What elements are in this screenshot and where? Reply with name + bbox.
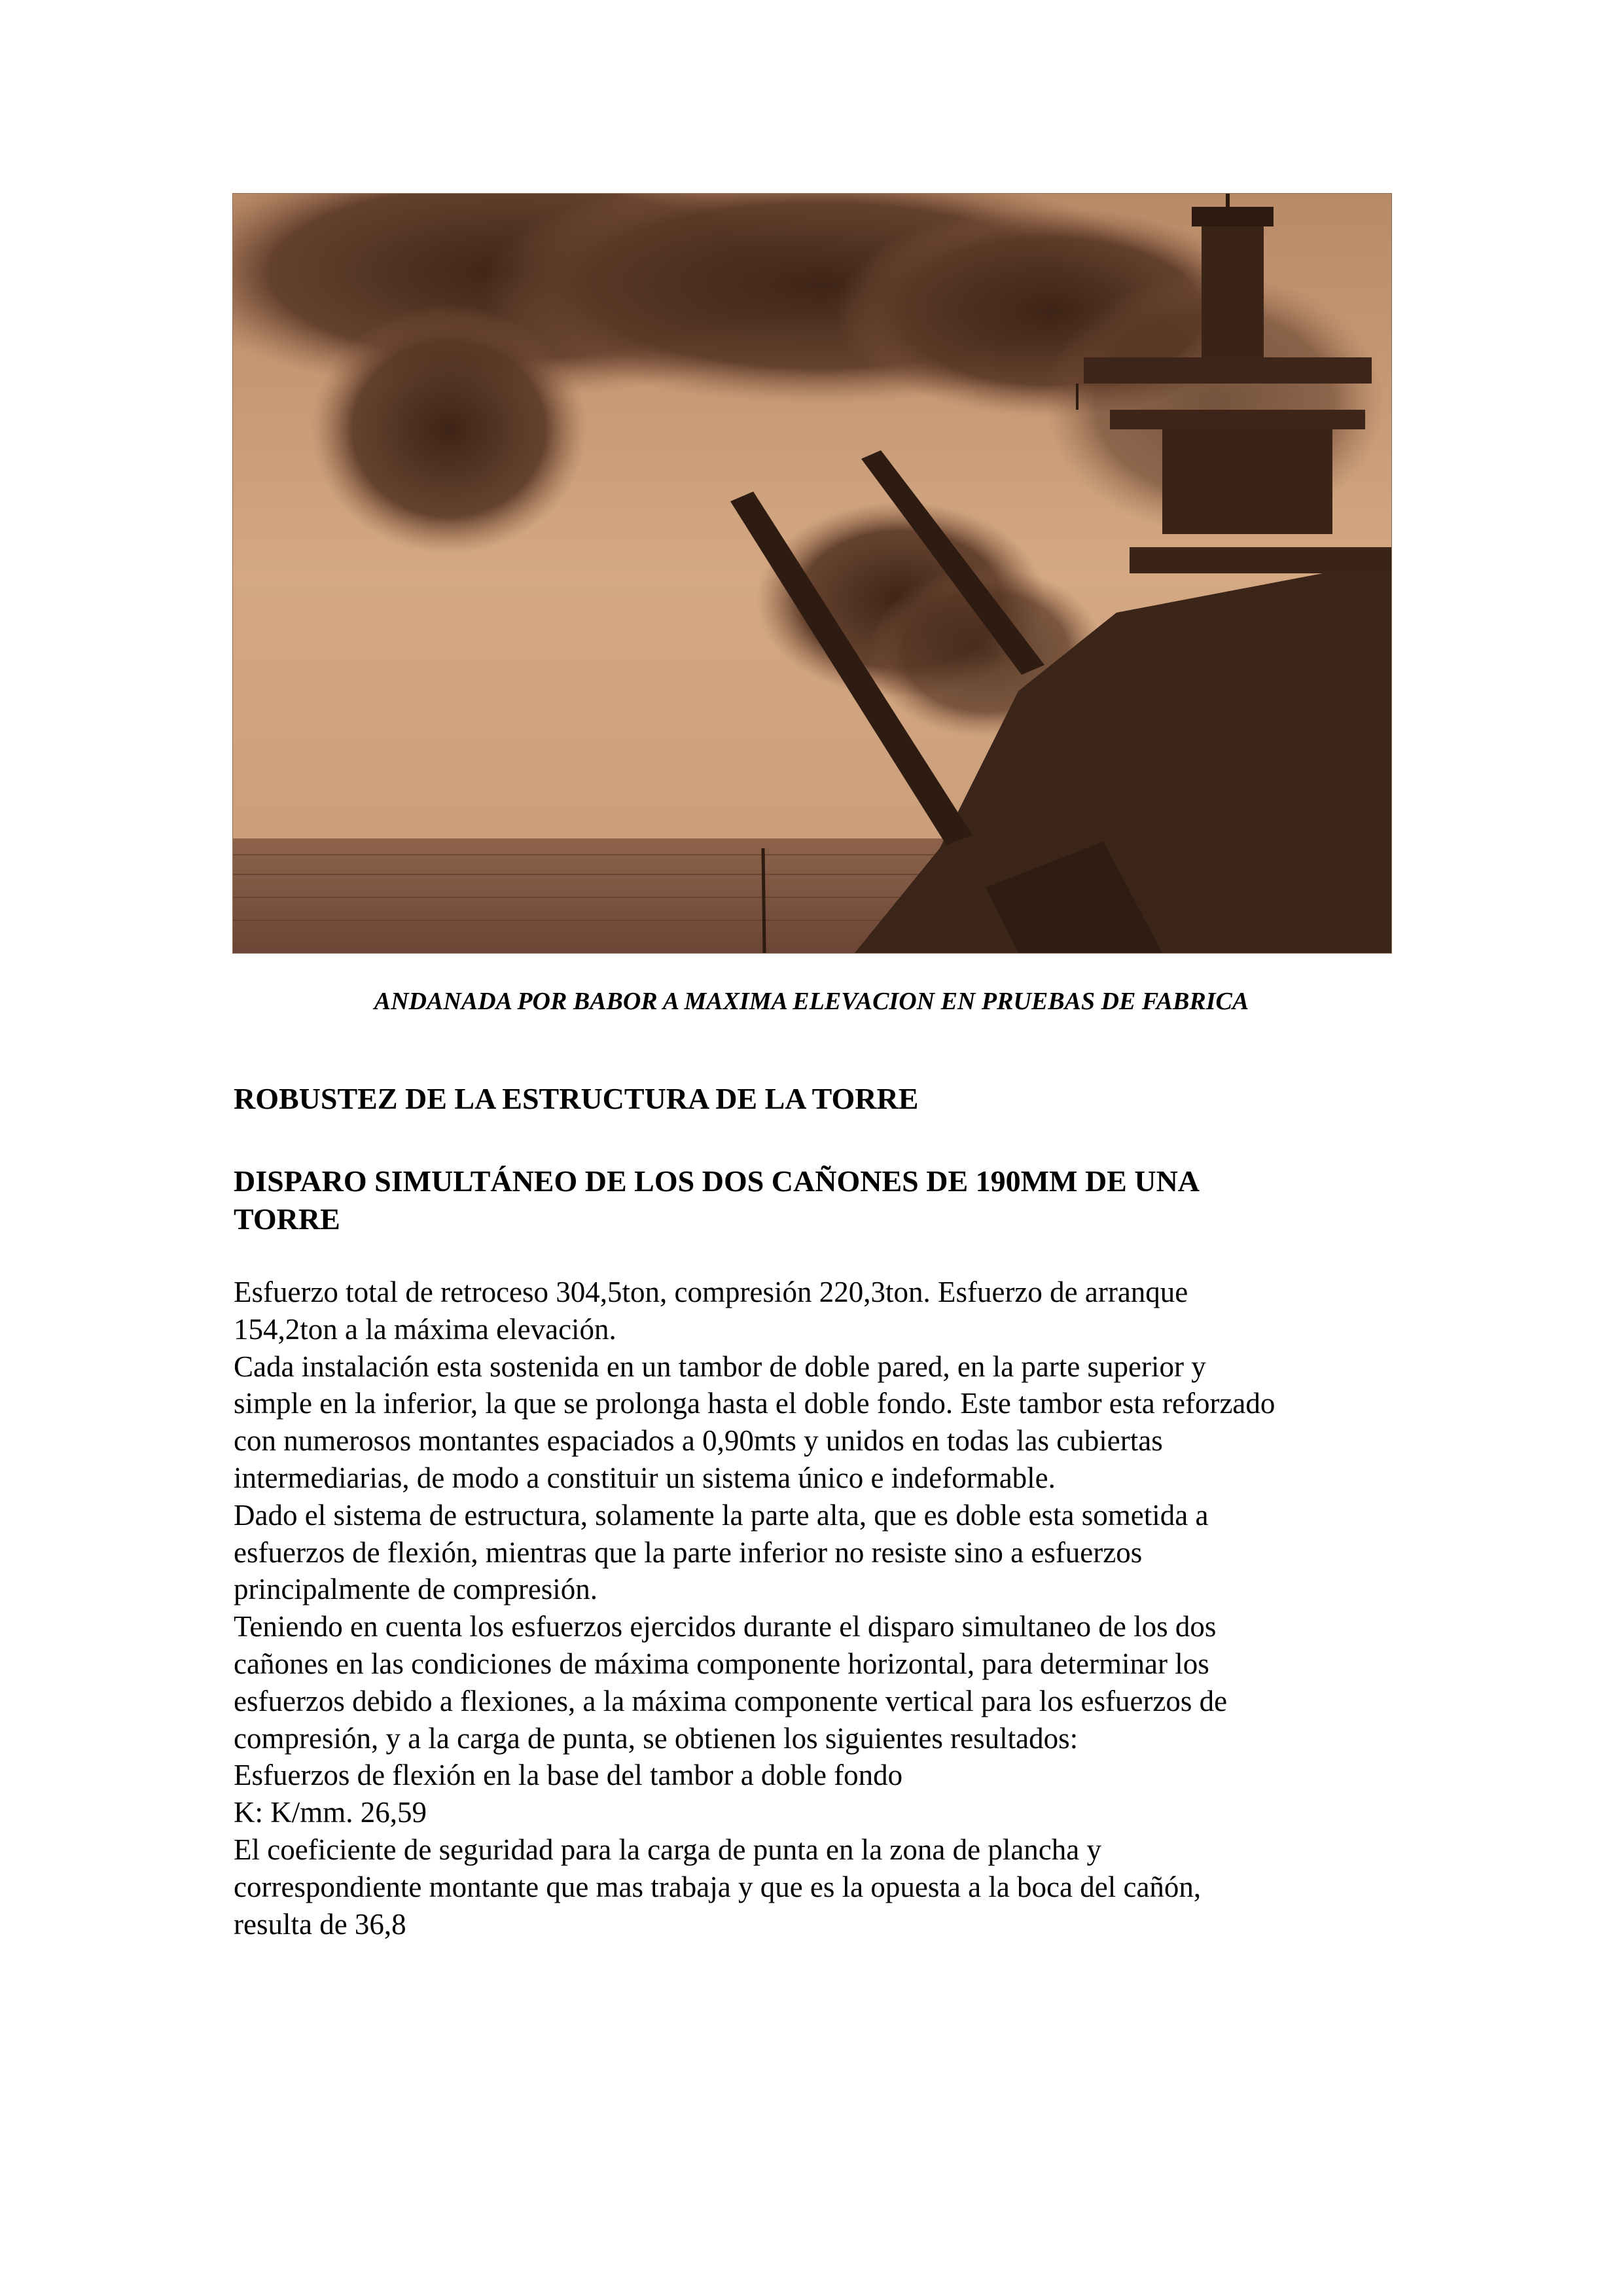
- body-line: Cada instalación esta sostenida en un tambor de doble pared, en la parte superior y: [234, 1350, 1206, 1383]
- body-line: El coeficiente de seguridad para la carga de punta en la zona de plancha y: [234, 1833, 1102, 1866]
- body-line: Esfuerzo total de retroceso 304,5ton, compresión 220,3ton. Esfuerzo de arranque: [234, 1276, 1188, 1308]
- body-line: con numerosos montantes espaciados a 0,90mts y unidos en todas las cubiertas: [234, 1424, 1163, 1458]
- body-line: 154,2ton a la máxima elevación.: [234, 1312, 616, 1346]
- warship-guns-firing-icon: [233, 194, 1391, 953]
- body-line: Dado el sistema de estructura, solamente la parte alta, que es doble esta sometida a: [234, 1498, 1209, 1532]
- body-line: intermediarias, de modo a constituir un sistema único e indeformable.: [234, 1461, 1056, 1494]
- subsection-title: [234, 1162, 1346, 1238]
- body-line: Teniendo en cuenta los esfuerzos ejercidos durante el disparo simultaneo de los dos: [234, 1610, 1217, 1643]
- body-line: esfuerzos de flexión, mientras que la parte inferior no resiste sino a esfuerzos: [234, 1535, 1143, 1569]
- body-line: Esfuerzos de flexión en la base del tambor a doble fondo: [234, 1759, 903, 1792]
- body-line: principalmente de compresión.: [234, 1573, 598, 1606]
- body-line: simple en la inferior, la que se prolonga hasta el doble fondo. Este tambor esta reforzado: [234, 1387, 1275, 1420]
- subsection-title-line-1: DISPARO SIMULTÁNEO DE LOS DOS CAÑONES DE 190MM DE UNA: [234, 1164, 1200, 1198]
- body-text: [234, 1274, 1405, 1943]
- subsection-title-line-2: TORRE: [234, 1202, 340, 1236]
- photo-caption: ANDANADA POR BABOR A MAXIMA ELEVACION EN PRUEBAS DE FABRICA: [374, 988, 1249, 1015]
- section-title: ROBUSTEZ DE LA ESTRUCTURA DE LA TORRE: [234, 1082, 919, 1115]
- body-line: resulta de 36,8: [234, 1907, 406, 1941]
- body-line: correspondiente montante que mas trabaja y que es la opuesta a la boca del cañón,: [234, 1870, 1202, 1903]
- body-line: K: K/mm. 26,59: [234, 1796, 427, 1829]
- body-line: cañones en las condiciones de máxima componente horizontal, para determinar los: [234, 1647, 1209, 1680]
- warship-photo: [232, 193, 1392, 954]
- body-line: esfuerzos debido a flexiones, a la máxima componente vertical para los esfuerzos de: [234, 1684, 1228, 1717]
- body-line: compresión, y a la carga de punta, se obtienen los siguientes resultados:: [234, 1721, 1079, 1755]
